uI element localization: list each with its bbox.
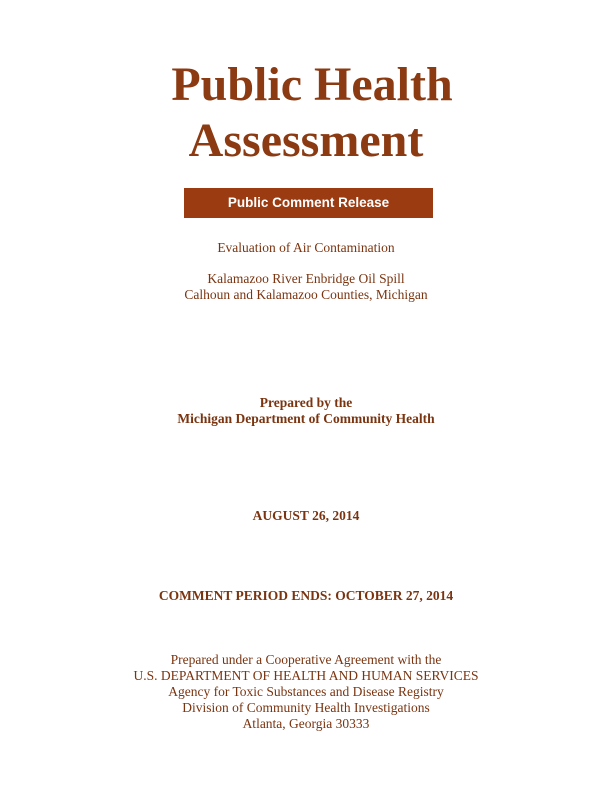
prepared-by-label: Prepared by the <box>259 395 353 410</box>
release-date: AUGUST 26, 2014 <box>252 508 360 523</box>
comment-period-end: COMMENT PERIOD ENDS: OCTOBER 27, 2014 <box>158 588 454 603</box>
hhs-department: U.S. DEPARTMENT OF HEALTH AND HUMAN SERVICES <box>133 668 479 683</box>
public-comment-banner: Public Comment Release <box>184 188 433 218</box>
atsdr-agency: Agency for Toxic Substances and Disease Registry <box>168 684 444 699</box>
division-name: Division of Community Health Investigations <box>182 700 430 715</box>
title-line-2: Assessment <box>188 114 424 167</box>
site-location: Calhoun and Kalamazoo Counties, Michigan <box>184 287 428 302</box>
cooperative-agreement-line: Prepared under a Cooperative Agreement with the <box>170 652 442 667</box>
address: Atlanta, Georgia 30333 <box>242 716 370 731</box>
subtitle: Evaluation of Air Contamination <box>217 240 395 255</box>
site-name: Kalamazoo River Enbridge Oil Spill <box>207 271 405 286</box>
title-line-1: Public Health <box>171 58 453 111</box>
prepared-by-agency: Michigan Department of Community Health <box>177 411 435 426</box>
